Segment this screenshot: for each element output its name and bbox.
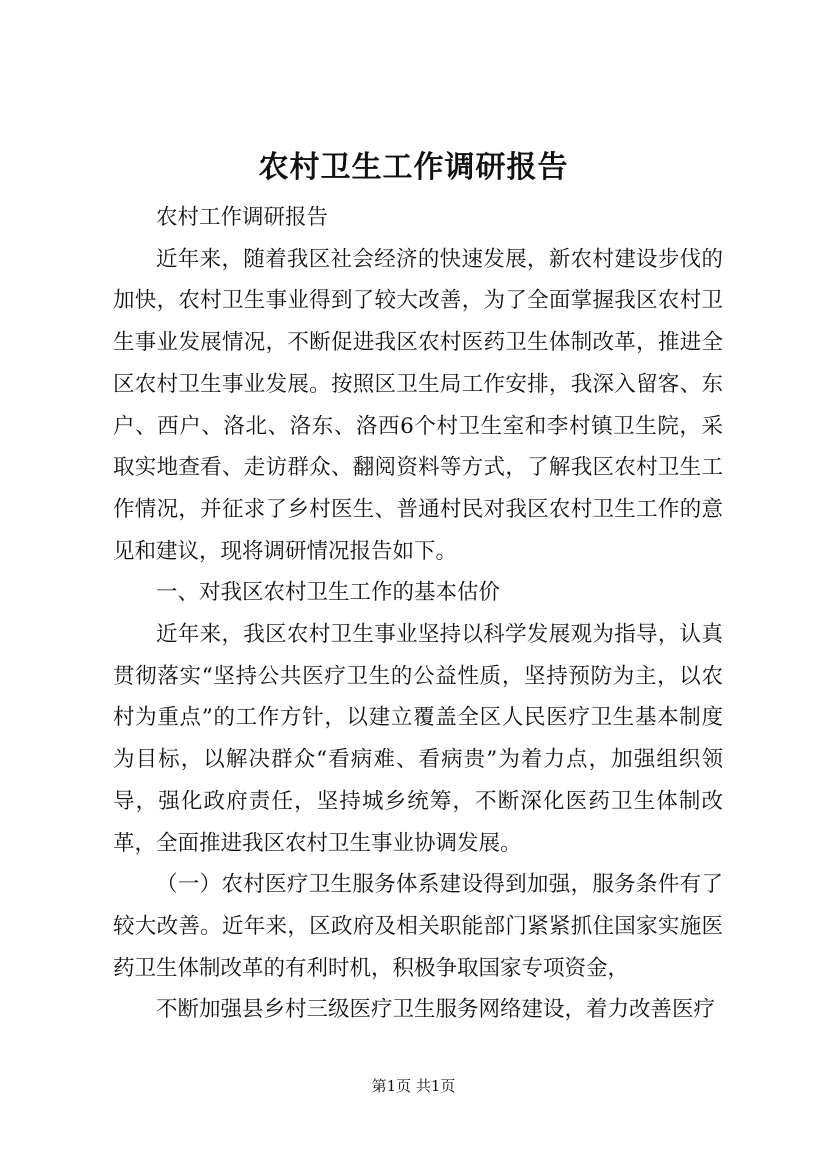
paragraph-subsection-1: （一）农村医疗卫生服务体系建设得到加强，服务条件有了较大改善。近年来，区政府及相关职能部门紧紧抓住国家实施医药卫生体制改革的有利时机，积极争取国家专项资金，	[113, 872, 723, 981]
document-title: 农村卫生工作调研报告	[258, 150, 569, 185]
document-body	[113, 197, 723, 1031]
paragraph-intro: 近年来，随着我区社会经济的快速发展，新农村建设步伐的加快，农村卫生事业得到了较大改善，为了全面掌握我区农村卫生事业发展情况，不断促进我区农村医药卫生体制改革，推进全区农村卫生事业发展。按照区卫生局工作安排，我深入留客、东户、西户、洛北、洛东、洛西6个村卫生室和李村镇卫生院，采取实地查看、走访群众、翻阅资料等方式，了解我区农村卫生工作情况，并征求了乡村医生、普通村民对我区农村卫生工作的意见和建议，现将调研情况报告如下。	[113, 246, 723, 564]
section-heading-1: 一、对我区农村卫生工作的基本估价	[156, 580, 501, 606]
page-number-footer: 第1页 共1页	[371, 1077, 456, 1095]
paragraph-subtitle: 农村工作调研报告	[156, 205, 329, 230]
paragraph-network: 不断加强县乡村三级医疗卫生服务网络建设，着力改善医疗	[156, 997, 716, 1023]
paragraph-assessment: 近年来，我区农村卫生事业坚持以科学发展观为指导，认真贯彻落实“坚持公共医疗卫生的公益性质，坚持预防为主，以农村为重点”的工作方针，以建立覆盖全区人民医疗卫生基本制度为目标，以解决群众“看病难、看病贵”为着力点，加强组织领导，强化政府责任，坚持城乡统筹，不断深化医药卫生体制改革，全面推进我区农村卫生事业协调发展。	[113, 622, 723, 856]
